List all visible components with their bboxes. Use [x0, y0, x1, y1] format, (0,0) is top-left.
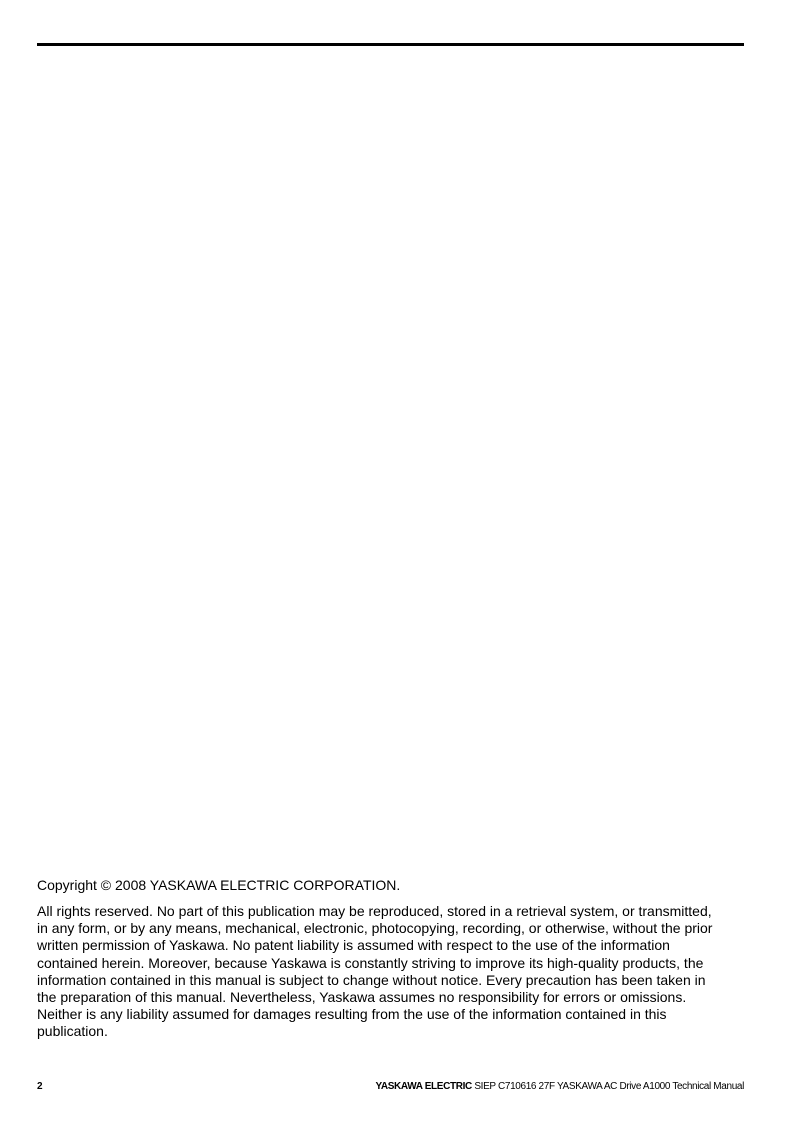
rights-line: contained herein. Moreover, because Yaskawa is constantly striving to improve its high-quality products, the: [37, 954, 704, 971]
header-rule: [37, 43, 744, 46]
rights-line: publication.: [37, 1023, 108, 1040]
rights-line: Neither is any liability assumed for damages resulting from the use of the information contained in this: [37, 1006, 667, 1023]
rights-statement: [37, 903, 747, 1041]
rights-line: written permission of Yaskawa. No patent liability is assumed with respect to the use of the information: [37, 937, 670, 954]
page-number: 2: [37, 1081, 43, 1092]
footer-document-info: [375, 1081, 744, 1093]
rights-line: in any form, or by any means, mechanical, electronic, photocopying, recording, or otherwise, without the prior: [37, 920, 713, 937]
copyright-notice: Copyright © 2008 YASKAWA ELECTRIC CORPORATION.: [37, 877, 401, 893]
footer-brand: YASKAWA ELECTRIC: [375, 1081, 472, 1092]
rights-line: information contained in this manual is subject to change without notice. Every precaution has been taken in: [37, 971, 706, 988]
rights-line: All rights reserved. No part of this publication may be reproduced, stored in a retrieval system, or transmitted,: [37, 903, 712, 919]
rights-line: the preparation of this manual. Nevertheless, Yaskawa assumes no responsibility for errors or omissions.: [37, 989, 687, 1006]
footer-document-title: SIEP C710616 27F YASKAWA AC Drive A1000 Technical Manual: [474, 1081, 744, 1092]
